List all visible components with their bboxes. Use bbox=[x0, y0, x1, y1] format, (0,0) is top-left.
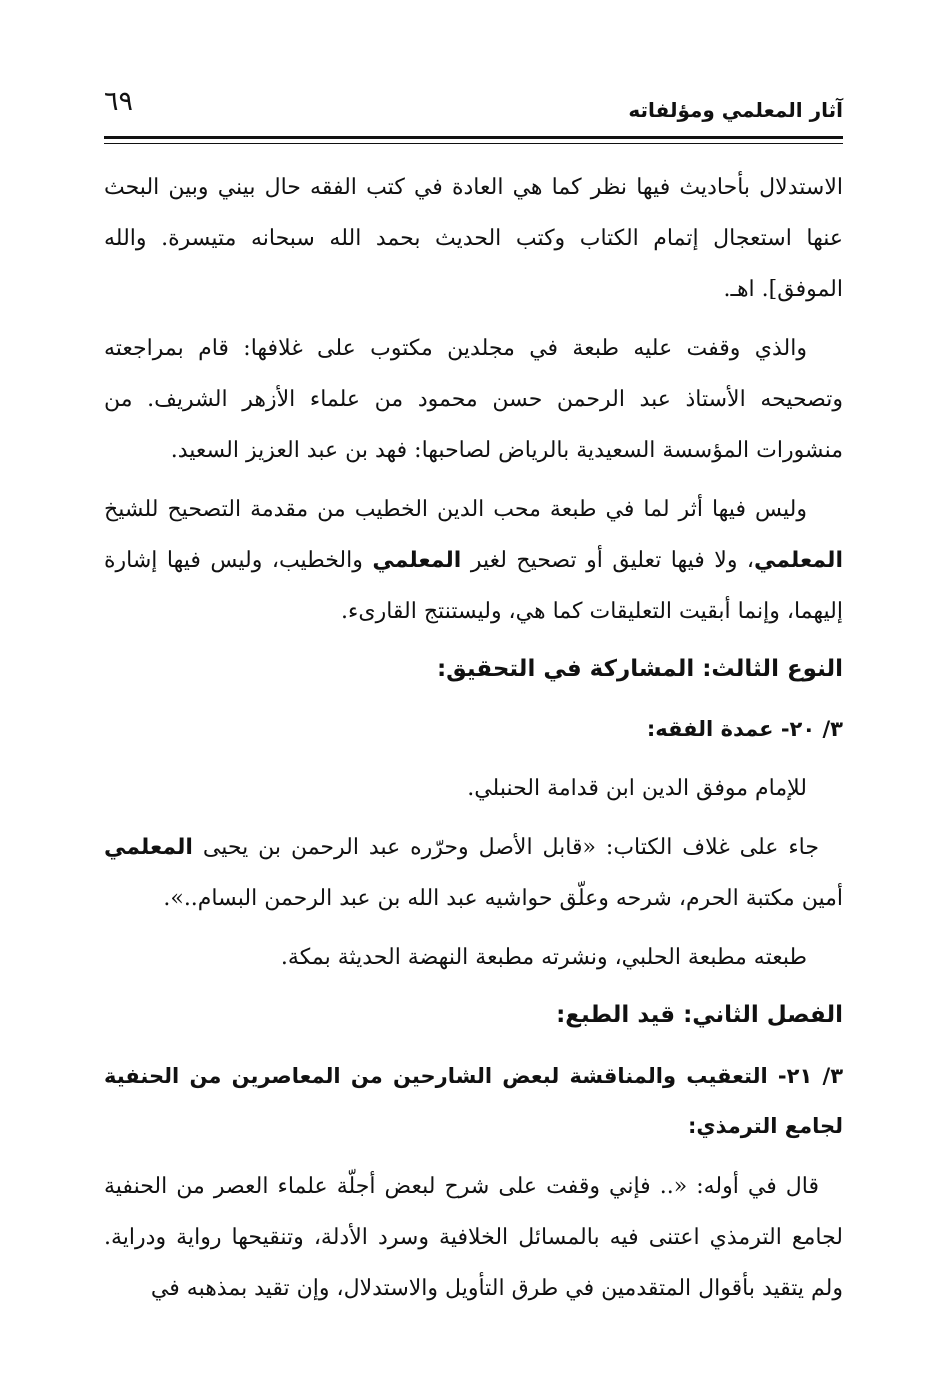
running-title: آثار المعلمي ومؤلفاته bbox=[628, 98, 843, 122]
paragraph-comparison bbox=[104, 484, 843, 637]
section-heading: النوع الثالث: المشاركة في التحقيق: bbox=[436, 656, 843, 682]
page-header bbox=[104, 82, 843, 132]
paragraph-cover bbox=[104, 822, 843, 924]
paragraph-printing: طبعته مطبعة الحلبي، ونشرته مطبعة النهضة الحديثة بمكة. bbox=[280, 945, 807, 970]
item-heading: ٣/ ٢١- التعقيب والمناقشة لبعض الشارحين من المعاصرين من الحنفية لجامع الترمذي: bbox=[104, 1064, 844, 1138]
paragraph-continuation: الاستدلال بأحاديث فيها نظر كما هي العادة في كتب الفقه حال بيني وبين البحث عنها استعجال إتمام الكتاب وكتب الحديث بحمد الله سبحانه متيسرة. والله الموفق]. اهـ. bbox=[104, 175, 843, 302]
bold-name: المعلمي bbox=[372, 548, 462, 573]
paragraph-text: أمين مكتبة الحرم، شرحه وعلّق حواشيه عبد الله بن عبد الرحمن البسام..». bbox=[163, 886, 843, 911]
item-heading: ٣/ ٢٠- عمدة الفقه: bbox=[646, 717, 843, 741]
bold-name: المعلمي bbox=[754, 548, 843, 573]
paragraph-author: للإمام موفق الدين ابن قدامة الحنبلي. bbox=[467, 776, 807, 801]
bold-name: المعلمي bbox=[104, 835, 193, 860]
paragraph-text: والخطيب، وليس فيها إشارة إليهما، وإنما أبقيت التعليقات كما هي، وليستنتج القارىء. bbox=[104, 548, 843, 624]
header-rule-thick bbox=[104, 136, 843, 139]
paragraph-text: جاء على غلاف الكتاب: «قابل الأصل وحرّره عبد الرحمن بن يحيى bbox=[202, 835, 819, 860]
chapter-heading: الفصل الثاني: قيد الطبع: bbox=[556, 1002, 843, 1028]
paragraph-text: ، ولا فيها تعليق أو تصحيح لغير bbox=[470, 548, 755, 573]
header-rule-thin bbox=[104, 143, 843, 144]
page-body bbox=[104, 162, 843, 1322]
page-number: ٦٩ bbox=[104, 86, 134, 117]
paragraph-text: وليس فيها أثر لما في طبعة محب الدين الخطيب من مقدمة التصحيح للشيخ bbox=[104, 497, 807, 522]
paragraph-edition: والذي وقفت عليه طبعة في مجلدين مكتوب على غلافها: قام بمراجعته وتصحيحه الأستاذ عبد الرحمن حسن محمود من علماء الأزهر الشريف. من منشورات المؤسسة السعيدية بالرياض لصاحبها: فهد بن عبد العزيز السعيد. bbox=[104, 336, 843, 463]
paragraph-quote: قال في أوله: «.. فإني وقفت على شرح لبعض أجلّة علماء العصر من الحنفية لجامع الترمذي اعتنى فيه بالمسائل الخلافية وسرد الأدلة، وتنقيحها رواية ودراية. ولم يتقيد بأقوال المتقدمين في طرق التأويل والاستدلال، وإن تقيد بمذهبه في bbox=[104, 1174, 843, 1301]
